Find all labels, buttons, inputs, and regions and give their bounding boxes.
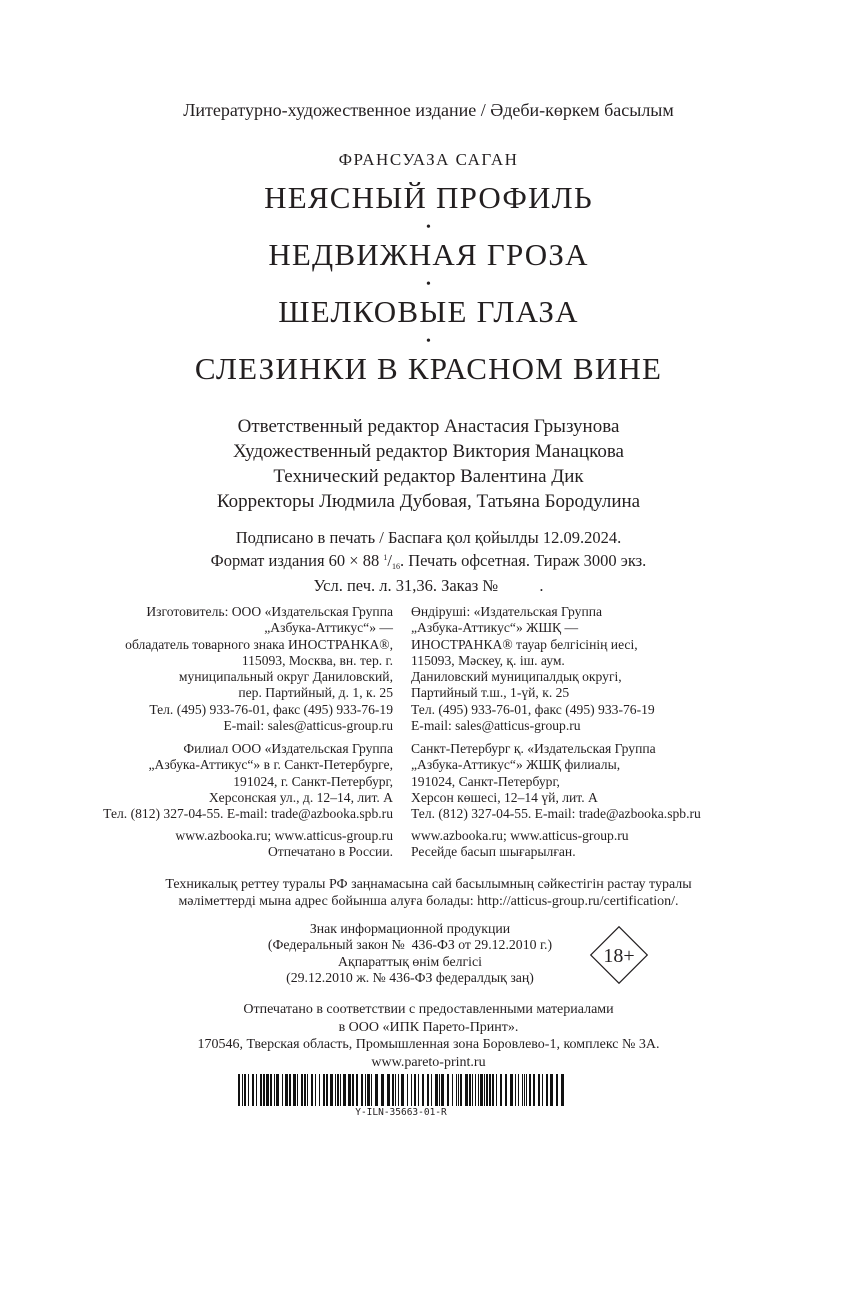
author-name: ФРАНСУАЗА САГАН xyxy=(338,150,519,169)
info-product-sign xyxy=(230,921,590,986)
text-line: E-mail: sales@atticus-group.ru xyxy=(223,718,393,734)
credit-line: Корректоры Людмила Дубовая, Татьяна Бородулина xyxy=(216,491,641,512)
text-line: „Азбука-Аттикус“» ЖШҚ филиалы, xyxy=(411,757,621,773)
text-line: Партийный т.ш., 1-үй, к. 25 xyxy=(411,685,570,701)
text-line: 191024, Санкт-Петербург, xyxy=(411,773,560,789)
format-line: Формат издания 60 × 88 $^1/_{16}$. Печать офсетная. Тираж 3000 экз. xyxy=(210,550,647,571)
age-rating-text: 18+ xyxy=(603,945,635,967)
book-title-3: ШЕЛКОВЫЕ ГЛАЗА xyxy=(278,294,579,329)
text-line: Херсон көшесі, 12–14 үй, лит. А xyxy=(411,789,598,805)
text-line: Отпечатано в соответствии с предоставленными материалами xyxy=(243,1002,614,1017)
text-line: обладатель товарного знака ИНОСТРАНКА®, xyxy=(125,636,393,652)
text-line: „Азбука-Аттикус“» ЖШҚ — xyxy=(411,620,579,636)
text-line: Тел. (812) 327-04-55. E-mail: trade@azbooka.spb.ru xyxy=(411,806,701,822)
text-line: „Азбука-Аттикус“» — xyxy=(264,620,393,636)
book-title-4: СЛЕЗИНКИ В КРАСНОМ ВИНЕ xyxy=(194,351,663,386)
text-line: (Федеральный закон № 436-ФЗ от 29.12.2010 г.) xyxy=(267,937,553,953)
text-line: Ақпараттық өнім белгісі xyxy=(338,953,482,969)
text-line: www.azbooka.ru; www.atticus-group.ru xyxy=(175,828,393,843)
text-line: Знак информационной продукции xyxy=(309,921,511,936)
title-separator-1: • xyxy=(426,220,431,235)
book-title-1: НЕЯСНЫЙ ПРОФИЛЬ xyxy=(264,180,593,215)
text-line: www.pareto-print.ru xyxy=(371,1054,486,1070)
edition-type: Литературно-художественное издание / Әдеби-көркем басылым xyxy=(183,100,674,120)
text-line: Даниловский муниципалдық округі, xyxy=(411,669,622,685)
manufacturer-kz xyxy=(411,604,655,734)
printer-info xyxy=(0,1001,857,1071)
title-separator-2: • xyxy=(426,277,431,292)
text-line: Тел. (495) 933-76-01, факс (495) 933-76-19 xyxy=(411,701,655,717)
credit-line: Ответственный редактор Анастасия Грызунова xyxy=(237,416,620,437)
text-line: ИНОСТРАНКА® тауар белгісінің иесі, xyxy=(411,636,638,652)
text-line: „Азбука-Аттикус“» в г. Санкт-Петербурге, xyxy=(148,757,393,773)
websites-ru xyxy=(175,828,393,861)
book-title-2: НЕДВИЖНАЯ ГРОЗА xyxy=(268,237,589,272)
text-line: Херсонская ул., д. 12–14, лит. А xyxy=(208,789,393,805)
text-line: в ООО «ИПК Парето-Принт». xyxy=(338,1019,519,1035)
text-line: Филиал ООО «Издательская Группа xyxy=(183,741,393,756)
title-separator-3: • xyxy=(426,334,431,349)
text-line: Техникалық реттеу туралы РФ заңнамасына сай басылымның сәйкестігін растау туралы xyxy=(165,877,692,892)
barcode-text: Y-ILN-35663-01-R xyxy=(355,1107,447,1118)
text-line: (29.12.2010 ж. № 436-ФЗ федералдық заң) xyxy=(286,969,534,985)
credit-line: Технический редактор Валентина Дик xyxy=(273,466,584,487)
text-line: Ресейде басып шығарылған. xyxy=(411,844,576,860)
text-line: 170546, Тверская область, Промышленная зона Боровлево-1, комплекс № 3А. xyxy=(197,1037,660,1052)
credit-line: Художественный редактор Виктория Манацкова xyxy=(233,441,624,462)
text-line: мәліметтерді мына адрес бойынша алуға болады: http://atticus-group.ru/certification/. xyxy=(178,893,679,909)
editorial-credits xyxy=(0,414,857,514)
text-line: E-mail: sales@atticus-group.ru xyxy=(411,718,581,734)
text-line: пер. Партийный, д. 1, к. 25 xyxy=(238,685,393,701)
text-line: 115093, Мәскеу, қ. іш. аум. xyxy=(411,652,565,668)
text-line: www.azbooka.ru; www.atticus-group.ru xyxy=(411,828,629,843)
age-rating-badge xyxy=(584,920,654,990)
text-line: Өндіруші: «Издательская Группа xyxy=(411,604,603,619)
barcode-icon xyxy=(238,1074,564,1106)
websites-kz xyxy=(411,828,629,861)
sheets-order: Усл. печ. л. 31,36. Заказ № . xyxy=(313,576,544,595)
signed-date: Подписано в печать / Баспаға қол қойылды 12.09.2024. xyxy=(235,528,622,547)
print-details xyxy=(0,528,857,596)
branch-ru xyxy=(103,741,393,822)
text-line: 191024, г. Санкт-Петербург, xyxy=(233,773,393,789)
text-line: 115093, Москва, вн. тер. г. xyxy=(241,652,393,668)
tech-regulation-note xyxy=(0,877,857,910)
manufacturer-ru xyxy=(125,604,393,734)
text-line: Тел. (495) 933-76-01, факс (495) 933-76-19 xyxy=(149,701,393,717)
text-line: Отпечатано в России. xyxy=(267,844,393,860)
text-line: Санкт-Петербург қ. «Издательская Группа xyxy=(411,741,656,756)
text-line: Тел. (812) 327-04-55. E-mail: trade@azbooka.spb.ru xyxy=(103,806,393,822)
branch-kz xyxy=(411,741,701,822)
text-line: Изготовитель: ООО «Издательская Группа xyxy=(146,604,393,619)
text-line: муниципальный округ Даниловский, xyxy=(178,669,393,685)
